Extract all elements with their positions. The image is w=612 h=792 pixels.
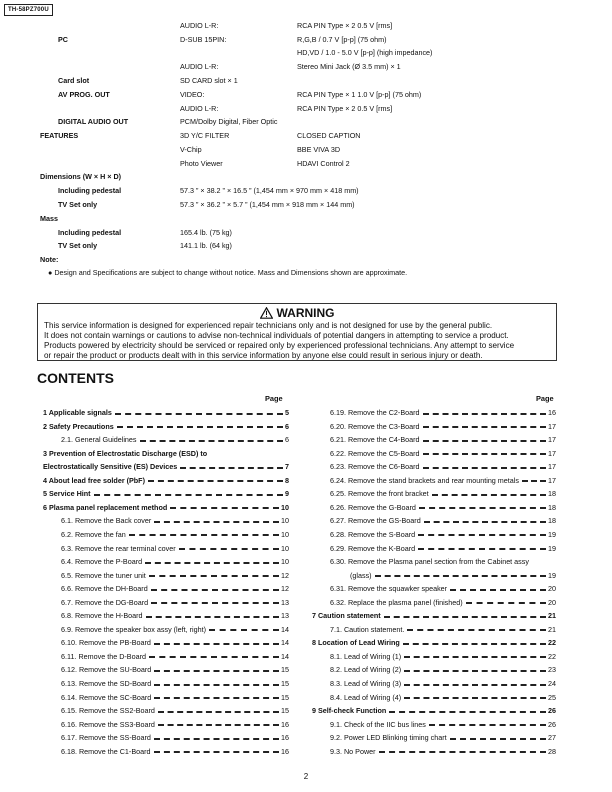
toc-entry-page: 18 bbox=[548, 502, 556, 512]
mass-tv-set-only-value: 141.1 lb. (64 kg) bbox=[180, 241, 232, 250]
toc-entry-label: 6.1. Remove the Back cover bbox=[61, 516, 152, 526]
toc-entry-page: 13 bbox=[281, 611, 289, 621]
spec-sub-label: AUDIO L-R: bbox=[180, 21, 219, 30]
toc-entry-label: 6.6. Remove the DH-Board bbox=[61, 584, 148, 594]
toc-entry-page: 14 bbox=[281, 651, 289, 661]
mass-tv-set-only-label: TV Set only bbox=[58, 241, 98, 250]
spec-value: RCA PIN Type × 2 0.5 V [rms] bbox=[297, 21, 393, 30]
spec-label: AV PROG. OUT bbox=[58, 90, 110, 99]
toc-entry[interactable] bbox=[330, 598, 556, 608]
toc-entry-page: 15 bbox=[281, 692, 289, 702]
toc-entry-page: 18 bbox=[548, 516, 556, 526]
toc-entry-page: 14 bbox=[281, 638, 289, 648]
toc-leader-dots bbox=[170, 507, 279, 509]
toc-entry-label: 4 About lead free solder (PbF) bbox=[43, 475, 145, 485]
toc-entry-page: 16 bbox=[548, 408, 556, 417]
toc-entry-page: 28 bbox=[548, 746, 556, 756]
toc-entry[interactable] bbox=[61, 571, 289, 581]
toc-entry[interactable] bbox=[312, 611, 556, 621]
toc-entry[interactable] bbox=[61, 435, 289, 445]
toc-entry-label: 6.20. Remove the C3-Board bbox=[330, 421, 420, 431]
toc-entry[interactable] bbox=[330, 557, 556, 567]
toc-entry-label: 6.29. Remove the K-Board bbox=[330, 543, 416, 553]
note-text: ● Design and Specifications are subject to change without notice. Mass and Dimensions shown are approximate. bbox=[48, 268, 408, 277]
toc-entry-label: 6.14. Remove the SC-Board bbox=[61, 692, 152, 702]
toc-entry-page: 22 bbox=[548, 651, 556, 661]
toc-entry-label: 6.15. Remove the SS2-Board bbox=[61, 706, 155, 716]
spec-sub-label: SD CARD slot × 1 bbox=[180, 76, 238, 85]
toc-entry-label: 6.28. Remove the S-Board bbox=[330, 529, 416, 539]
toc-leader-dots bbox=[154, 751, 280, 753]
toc-entry[interactable] bbox=[61, 747, 289, 757]
toc-entry-page: 12 bbox=[281, 584, 289, 594]
toc-entry[interactable] bbox=[330, 625, 556, 635]
toc-entry-label: 9.2. Power LED Blinking timing chart bbox=[330, 733, 447, 743]
toc-leader-dots bbox=[423, 426, 547, 428]
toc-entry-label: 3 Prevention of Electrostatic Discharge (ESD) to bbox=[43, 448, 208, 458]
toc-entry[interactable] bbox=[330, 679, 556, 689]
toc-entry[interactable] bbox=[330, 476, 556, 486]
toc-entry-page: 9 bbox=[285, 489, 289, 499]
toc-entry-page: 17 bbox=[548, 462, 556, 472]
contents-title: CONTENTS bbox=[37, 370, 114, 386]
toc-entry-label: 6.5. Remove the tuner unit bbox=[61, 570, 146, 580]
toc-entry-page: 15 bbox=[281, 706, 289, 716]
toc-entry[interactable] bbox=[330, 530, 556, 540]
toc-entry[interactable] bbox=[330, 462, 556, 472]
spec-value: Stereo Mini Jack (Ø 3.5 mm) × 1 bbox=[297, 62, 401, 71]
toc-entry-label: 6.25. Remove the front bracket bbox=[330, 489, 429, 499]
toc-leader-dots bbox=[384, 616, 546, 618]
toc-leader-dots bbox=[154, 521, 279, 523]
toc-entry-label: 8.4. Lead of Wiring (4) bbox=[330, 692, 402, 702]
toc-leader-dots bbox=[151, 602, 279, 604]
toc-entry[interactable] bbox=[330, 733, 556, 743]
spec-sub-label: Photo Viewer bbox=[180, 159, 223, 168]
toc-leader-dots bbox=[419, 507, 546, 509]
toc-leader-dots bbox=[146, 616, 280, 618]
toc-entry-page: 16 bbox=[281, 746, 289, 756]
warning-title bbox=[38, 306, 556, 320]
toc-entry-page: 17 bbox=[548, 435, 556, 445]
toc-entry-page: 5 bbox=[285, 408, 289, 417]
toc-entry-page: 16 bbox=[281, 733, 289, 743]
toc-entry-label: 6.16. Remove the SS3-Board bbox=[61, 719, 155, 729]
toc-leader-dots bbox=[154, 738, 279, 740]
toc-entry-label: 2 Safety Precautions bbox=[43, 421, 114, 431]
toc-entry-label: 6.32. Replace the plasma panel (finished) bbox=[330, 597, 463, 607]
toc-leader-dots bbox=[522, 480, 546, 482]
toc-entry-page: 19 bbox=[548, 529, 556, 539]
toc-leader-dots bbox=[149, 575, 279, 577]
toc-entry-page: 7 bbox=[285, 462, 289, 472]
toc-leader-dots bbox=[450, 589, 546, 591]
toc-entry-page: 24 bbox=[548, 679, 556, 688]
toc-entry[interactable] bbox=[61, 516, 289, 526]
toc-entry-label: 6.8. Remove the H-Board bbox=[61, 611, 143, 621]
toc-entry[interactable] bbox=[350, 571, 556, 581]
toc-entry-page: 10 bbox=[281, 529, 289, 539]
toc-entry-page: 15 bbox=[281, 679, 289, 688]
toc-entry[interactable] bbox=[330, 489, 556, 499]
toc-entry-label: 6.10. Remove the PB-Board bbox=[61, 638, 151, 648]
toc-entry[interactable] bbox=[61, 611, 289, 621]
toc-leader-dots bbox=[404, 697, 546, 699]
warning-line-4: or repair the product or products dealt with in this service information by anyone else could result in serious injury or death. bbox=[44, 351, 483, 360]
spec-value: RCA PIN Type × 2 0.5 V [rms] bbox=[297, 104, 393, 113]
toc-entry-label: 6.19. Remove the C2-Board bbox=[330, 408, 420, 417]
toc-leader-dots bbox=[418, 534, 546, 536]
spec-sub-label: PCM/Dolby Digital, Fiber Optic bbox=[180, 117, 278, 126]
toc-entry-label: 5 Service Hint bbox=[43, 489, 91, 499]
model-number-tag: TH-58PZ700U bbox=[4, 4, 53, 16]
toc-leader-dots bbox=[404, 670, 546, 672]
toc-entry-page: 10 bbox=[281, 557, 289, 567]
toc-entry-label: 6.26. Remove the G-Board bbox=[330, 502, 416, 512]
toc-entry-label: 7.1. Caution statement. bbox=[330, 624, 405, 634]
toc-leader-dots bbox=[148, 480, 283, 482]
toc-leader-dots bbox=[379, 751, 546, 753]
toc-leader-dots bbox=[158, 724, 279, 726]
toc-entry-page: 10 bbox=[281, 502, 289, 512]
toc-entry[interactable] bbox=[330, 747, 556, 757]
toc-entry-page: 20 bbox=[548, 584, 556, 594]
toc-entry-label: Electrostatically Sensitive (ES) Devices bbox=[43, 462, 178, 472]
toc-entry[interactable] bbox=[61, 557, 289, 567]
toc-entry[interactable] bbox=[61, 638, 289, 648]
toc-entry-label: 6.31. Remove the squawker speaker bbox=[330, 584, 448, 594]
toc-entry[interactable] bbox=[43, 462, 289, 472]
spec-label: FEATURES bbox=[40, 131, 79, 140]
toc-entry[interactable] bbox=[330, 652, 556, 662]
toc-entry-page: 26 bbox=[548, 719, 556, 729]
toc-entry-label: 6.3. Remove the rear terminal cover bbox=[61, 543, 176, 553]
toc-entry-page: 19 bbox=[548, 543, 556, 553]
toc-entry[interactable] bbox=[61, 584, 289, 594]
toc-entry[interactable] bbox=[61, 679, 289, 689]
toc-entry[interactable] bbox=[330, 693, 556, 703]
dimensions-including-pedestal-label: Including pedestal bbox=[58, 186, 122, 195]
toc-entry[interactable] bbox=[61, 544, 289, 554]
spec-sub-label: VIDEO: bbox=[180, 90, 205, 99]
toc-entry[interactable] bbox=[330, 584, 556, 594]
toc-leader-dots bbox=[450, 738, 546, 740]
spec-value: HD,VD / 1.0 - 5.0 V [p-p] (high impedance) bbox=[297, 48, 433, 57]
warning-title-text: WARNING bbox=[276, 306, 335, 320]
toc-entry-page: 19 bbox=[548, 570, 556, 580]
mass-including-pedestal-value: 165.4 lb. (75 kg) bbox=[180, 228, 232, 237]
toc-leader-dots bbox=[115, 413, 283, 415]
toc-entry-label: 2.1. General Guidelines bbox=[61, 435, 137, 445]
toc-entry-page: 16 bbox=[281, 719, 289, 729]
toc-leader-dots bbox=[209, 629, 279, 631]
page-header-left: Page bbox=[265, 394, 283, 403]
spec-sub-label: AUDIO L-R: bbox=[180, 62, 219, 71]
spec-label: DIGITAL AUDIO OUT bbox=[58, 117, 129, 126]
toc-entry[interactable] bbox=[330, 544, 556, 554]
toc-entry-page: 18 bbox=[548, 489, 556, 499]
warning-line-3: Products powered by electricity should be serviced or repaired only by experienced professional technicians. Any attempt to service bbox=[44, 341, 515, 350]
toc-entry-page: 10 bbox=[281, 516, 289, 526]
spec-sub-label: D-SUB 15PIN: bbox=[180, 35, 227, 44]
toc-leader-dots bbox=[389, 711, 546, 713]
toc-entry-label: 8.2. Lead of Wiring (2) bbox=[330, 665, 402, 675]
toc-entry-label: 6.4. Remove the P-Board bbox=[61, 557, 143, 567]
toc-leader-dots bbox=[140, 440, 283, 442]
toc-entry-label: 8.1. Lead of Wiring (1) bbox=[330, 651, 402, 661]
toc-entry-page: 17 bbox=[548, 448, 556, 458]
toc-entry[interactable] bbox=[61, 530, 289, 540]
toc-leader-dots bbox=[149, 656, 279, 658]
toc-leader-dots bbox=[154, 670, 279, 672]
page-number: 2 bbox=[303, 772, 309, 781]
warning-line-2: It does not contain warnings or cautions to advise non-technical individuals of potential dangers in attempting to service a product. bbox=[44, 331, 509, 340]
toc-entry-label: 7 Caution statement bbox=[312, 611, 381, 621]
toc-entry-page: 25 bbox=[548, 692, 556, 702]
toc-leader-dots bbox=[418, 548, 546, 550]
toc-leader-dots bbox=[432, 494, 546, 496]
toc-entry-label: 8 Location of Lead Wiring bbox=[312, 638, 400, 648]
toc-entry[interactable] bbox=[43, 476, 289, 486]
toc-entry-page: 10 bbox=[281, 543, 289, 553]
toc-entry[interactable] bbox=[43, 449, 289, 459]
toc-leader-dots bbox=[129, 534, 279, 536]
toc-entry-label: 6.23. Remove the C6-Board bbox=[330, 462, 420, 472]
spec-label: Card slot bbox=[58, 76, 90, 85]
toc-entry[interactable] bbox=[330, 435, 556, 445]
toc-entry[interactable] bbox=[43, 422, 289, 432]
toc-entry-label: 6.27. Remove the GS-Board bbox=[330, 516, 421, 526]
toc-entry-page: 6 bbox=[285, 421, 289, 431]
spec-label: PC bbox=[58, 35, 68, 44]
toc-entry[interactable] bbox=[43, 408, 289, 418]
toc-entry-page: 21 bbox=[548, 611, 556, 621]
warning-box bbox=[37, 303, 557, 361]
toc-leader-dots bbox=[151, 589, 279, 591]
spec-value: BBE VIVA 3D bbox=[297, 145, 341, 154]
toc-leader-dots bbox=[407, 629, 546, 631]
toc-entry[interactable] bbox=[330, 665, 556, 675]
toc-entry-page: 27 bbox=[548, 733, 556, 743]
toc-entry-page: 13 bbox=[281, 597, 289, 607]
toc-leader-dots bbox=[404, 656, 546, 658]
toc-leader-dots bbox=[375, 575, 546, 577]
toc-leader-dots bbox=[154, 697, 279, 699]
toc-entry-page: 20 bbox=[548, 597, 556, 607]
mass-heading: Mass bbox=[40, 214, 58, 223]
toc-entry-page: 17 bbox=[548, 421, 556, 431]
toc-entry[interactable] bbox=[61, 733, 289, 743]
toc-entry-label: 9.1. Check of the IIC bus lines bbox=[330, 719, 426, 729]
toc-entry[interactable] bbox=[330, 503, 556, 513]
toc-entry-label: 6.11. Remove the D-Board bbox=[61, 651, 146, 661]
toc-entry[interactable] bbox=[330, 516, 556, 526]
toc-entry-page: 8 bbox=[285, 475, 289, 485]
toc-entry-label: 6.9. Remove the speaker box assy (left, right) bbox=[61, 624, 207, 634]
toc-entry[interactable] bbox=[330, 449, 556, 459]
toc-leader-dots bbox=[424, 521, 546, 523]
spec-value: RCA PIN Type × 1 1.0 V [p-p] (75 ohm) bbox=[297, 90, 422, 99]
toc-entry-label: 6.17. Remove the SS-Board bbox=[61, 733, 151, 743]
warning-triangle-icon bbox=[260, 307, 273, 319]
toc-entry[interactable] bbox=[312, 638, 556, 648]
toc-entry[interactable] bbox=[61, 693, 289, 703]
spec-value: R,G,B / 0.7 V [p-p] (75 ohm) bbox=[297, 35, 387, 44]
toc-leader-dots bbox=[429, 724, 546, 726]
toc-entry[interactable] bbox=[330, 422, 556, 432]
toc-entry-label: 1 Applicable signals bbox=[43, 408, 112, 417]
toc-leader-dots bbox=[154, 643, 279, 645]
dimensions-tv-set-only-value: 57.3 ” × 36.2 ” × 5.7 ” (1,454 mm × 918 mm × 144 mm) bbox=[180, 200, 355, 209]
dimensions-tv-set-only-label: TV Set only bbox=[58, 200, 98, 209]
toc-entry-page: 22 bbox=[548, 638, 556, 648]
toc-leader-dots bbox=[179, 548, 279, 550]
toc-entry[interactable] bbox=[61, 720, 289, 730]
toc-entry-page: 26 bbox=[548, 706, 556, 716]
page-header-right: Page bbox=[536, 394, 554, 403]
toc-entry-page: 21 bbox=[548, 624, 556, 634]
toc-entry-label: 6.12. Remove the SU-Board bbox=[61, 665, 152, 675]
toc-entry-page: 12 bbox=[281, 570, 289, 580]
toc-leader-dots bbox=[94, 494, 283, 496]
toc-leader-dots bbox=[403, 643, 546, 645]
toc-leader-dots bbox=[180, 467, 283, 469]
toc-leader-dots bbox=[466, 602, 546, 604]
toc-entry[interactable] bbox=[61, 625, 289, 635]
toc-entry-label: 6.30. Remove the Plasma panel section from the Cabinet assy bbox=[330, 557, 529, 567]
toc-entry-label: 9 Self-check Function bbox=[312, 706, 387, 716]
toc-leader-dots bbox=[423, 440, 547, 442]
toc-entry[interactable] bbox=[330, 408, 556, 418]
toc-entry-label: 6 Plasma panel replacement method bbox=[43, 502, 168, 512]
toc-entry-label: 8.3. Lead of Wiring (3) bbox=[330, 679, 402, 688]
spec-value: HDAVI Control 2 bbox=[297, 159, 350, 168]
toc-entry-label: 6.22. Remove the C5-Board bbox=[330, 448, 420, 458]
toc-entry[interactable] bbox=[43, 503, 289, 513]
spec-sub-label: 3D Y/C FILTER bbox=[180, 131, 230, 140]
toc-entry[interactable] bbox=[61, 598, 289, 608]
toc-entry-label: 6.18. Remove the C1-Board bbox=[61, 746, 151, 756]
spec-value: CLOSED CAPTION bbox=[297, 131, 361, 140]
toc-leader-dots bbox=[158, 711, 279, 713]
toc-entry-label: 6.24. Remove the stand brackets and rear mounting metals bbox=[330, 475, 519, 485]
dimensions-heading: Dimensions (W × H × D) bbox=[40, 172, 122, 181]
toc-entry-page: 6 bbox=[285, 435, 289, 445]
mass-including-pedestal-label: Including pedestal bbox=[58, 228, 122, 237]
toc-leader-dots bbox=[423, 453, 547, 455]
toc-entry[interactable] bbox=[312, 706, 556, 716]
toc-entry[interactable] bbox=[61, 706, 289, 716]
toc-entry-label: (glass) bbox=[350, 570, 372, 580]
toc-leader-dots bbox=[145, 562, 279, 564]
toc-entry-label: 6.7. Remove the DG-Board bbox=[61, 597, 149, 607]
toc-entry-label: 9.3. No Power bbox=[330, 746, 376, 756]
toc-leader-dots bbox=[423, 413, 547, 415]
warning-line-1: This service information is designed for experienced repair technicians only and is not designed for use by the general public. bbox=[44, 321, 493, 330]
toc-entry-page: 15 bbox=[281, 665, 289, 675]
toc-leader-dots bbox=[154, 684, 279, 686]
toc-leader-dots bbox=[404, 684, 546, 686]
toc-entry[interactable] bbox=[43, 489, 289, 499]
toc-leader-dots bbox=[423, 467, 547, 469]
toc-leader-dots bbox=[117, 426, 283, 428]
toc-entry-page: 23 bbox=[548, 665, 556, 675]
spec-sub-label: V-Chip bbox=[180, 145, 202, 154]
toc-entry-label: 6.13. Remove the SD-Board bbox=[61, 679, 152, 688]
toc-entry-label: 6.21. Remove the C4-Board bbox=[330, 435, 420, 445]
dimensions-including-pedestal-value: 57.3 ” × 38.2 ” × 16.5 ” (1,454 mm × 970 mm × 418 mm) bbox=[180, 186, 359, 195]
note-label: Note: bbox=[40, 255, 59, 264]
toc-entry-page: 14 bbox=[281, 624, 289, 634]
toc-entry-label: 6.2. Remove the fan bbox=[61, 529, 126, 539]
spec-sub-label: AUDIO L-R: bbox=[180, 104, 219, 113]
toc-entry-page: 17 bbox=[548, 475, 556, 485]
toc-entry[interactable] bbox=[61, 652, 289, 662]
toc-entry[interactable] bbox=[61, 665, 289, 675]
toc-entry[interactable] bbox=[330, 720, 556, 730]
